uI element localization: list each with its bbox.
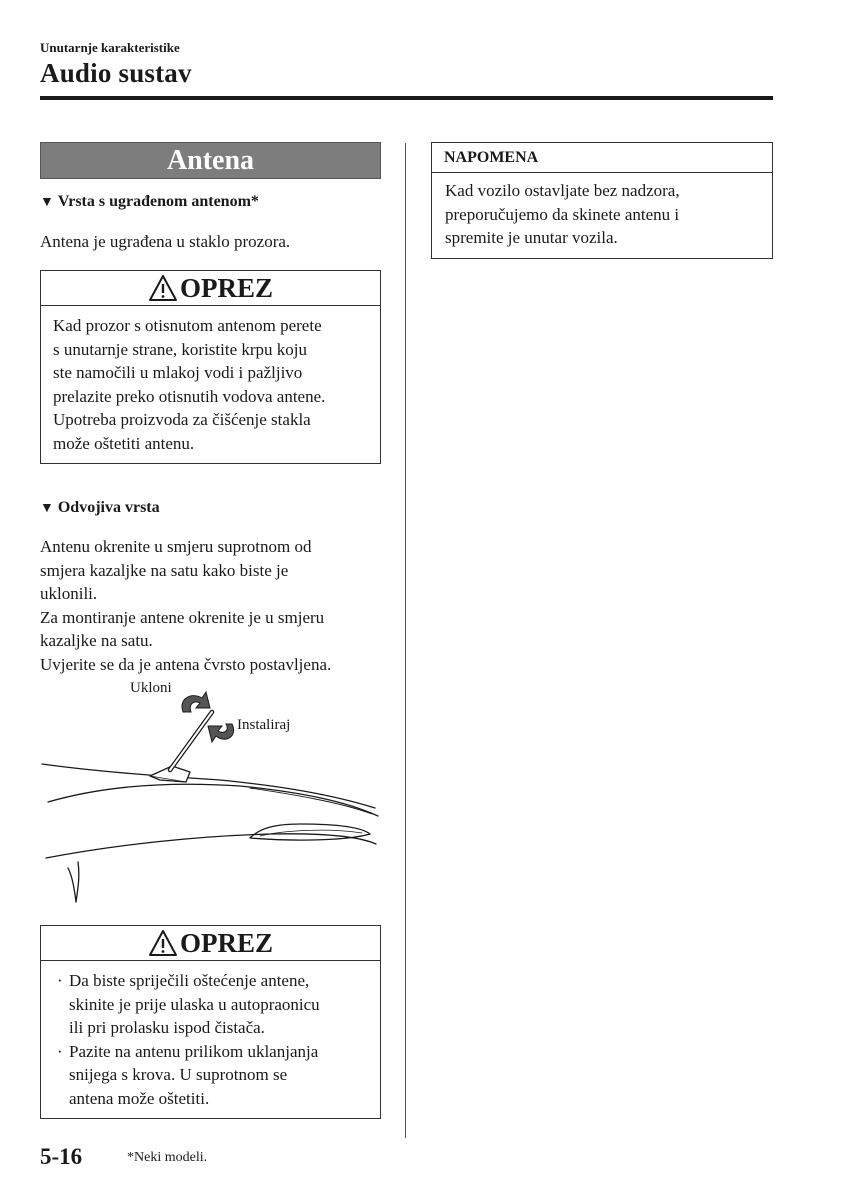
title-rule (40, 96, 773, 100)
triangle-down-icon: ▼ (40, 501, 54, 516)
caution1-line: može oštetiti antenu. (53, 433, 195, 453)
subhead-built-in (40, 193, 259, 211)
caution1-line: ste namočili u mlakoj vodi i pažljivo (53, 363, 303, 382)
chapter-title: Audio sustav (40, 58, 192, 88)
label-remove: Ukloni (130, 680, 172, 696)
caution-box-2 (40, 925, 381, 1119)
built-in-text: Antena je ugrađena u staklo prozora. (40, 232, 291, 251)
caution2-line: ili pri prolasku ispod čistača. (69, 1018, 265, 1037)
caution1-line: Kad prozor s otisnutom antenom perete (53, 316, 322, 335)
caution-body-2 (41, 961, 380, 1118)
remove-arrow-icon (182, 692, 210, 712)
caution-header-2 (41, 926, 380, 961)
detachable-line: Za montiranje antene okrenite je u smjeru (40, 607, 325, 627)
caution-title-2: OPREZ (179, 927, 273, 958)
caution2-line: Pazite na antenu prilikom uklanjanja (69, 1041, 319, 1061)
note-box (431, 142, 773, 259)
subhead-built-in-label: Vrsta s ugrađenom antenom* (57, 193, 259, 210)
bullet-dot: · (57, 971, 63, 990)
bullet-dot: · (57, 1041, 63, 1061)
warning-triangle-icon (148, 929, 178, 957)
antenna-illustration (40, 676, 385, 906)
section-heading-antena: Antena (40, 142, 381, 179)
detachable-line: smjera kazaljke na satu kako biste je (40, 560, 289, 580)
caution2-bullet (57, 1040, 368, 1111)
detachable-text (40, 535, 390, 676)
caution2-line: skinite je prije ulaska u autopraonicu (69, 994, 320, 1014)
note-line: preporučujemo da skinete antenu i (445, 204, 680, 224)
caution2-line: antena može oštetiti. (69, 1088, 210, 1108)
detachable-line: Antenu okrenite u smjeru suprotnom od (40, 537, 312, 556)
detachable-line: Uvjerite se da je antena čvrsto postavljena. (40, 654, 332, 674)
caution1-line: prelazite preko otisnutih vodova antene. (53, 386, 326, 406)
section-label: Unutarnje karakteristike (40, 40, 180, 55)
label-install: Instaliraj (237, 717, 291, 733)
caution1-line: Upotreba proizvoda za čišćenje stakla (53, 410, 311, 429)
note-title: NAPOMENA (432, 143, 772, 173)
subhead-detachable-label: Odvojiva vrsta (57, 499, 160, 516)
note-line: spremite je unutar vozila. (445, 228, 618, 247)
caution2-line: Da biste spriječili oštećenje antene, (69, 971, 310, 990)
detachable-line: uklonili. (40, 584, 98, 603)
subhead-detachable (40, 499, 160, 517)
triangle-down-icon: ▼ (40, 195, 54, 210)
note-line: Kad vozilo ostavljate bez nadzora, (445, 181, 680, 200)
column-divider (405, 143, 406, 1138)
caution-header-1 (41, 271, 380, 306)
note-body (432, 173, 772, 258)
caution-box-1 (40, 270, 381, 464)
page-number: 5-16 (40, 1144, 83, 1169)
caution2-bullet (57, 969, 368, 1040)
footnote: *Neki modeli. (127, 1150, 208, 1165)
caution-body-1 (41, 306, 380, 463)
roof-contour (48, 784, 378, 816)
caution1-line: s unutarnje strane, koristite krpu koju (53, 339, 308, 359)
caution2-line: snijega s krova. U suprotnom se (69, 1065, 288, 1084)
warning-triangle-icon (148, 274, 178, 302)
caution-title-1: OPREZ (179, 272, 273, 303)
detachable-line: kazaljke na satu. (40, 631, 153, 650)
install-arrow-icon (208, 724, 234, 742)
rear-edge (46, 834, 376, 858)
